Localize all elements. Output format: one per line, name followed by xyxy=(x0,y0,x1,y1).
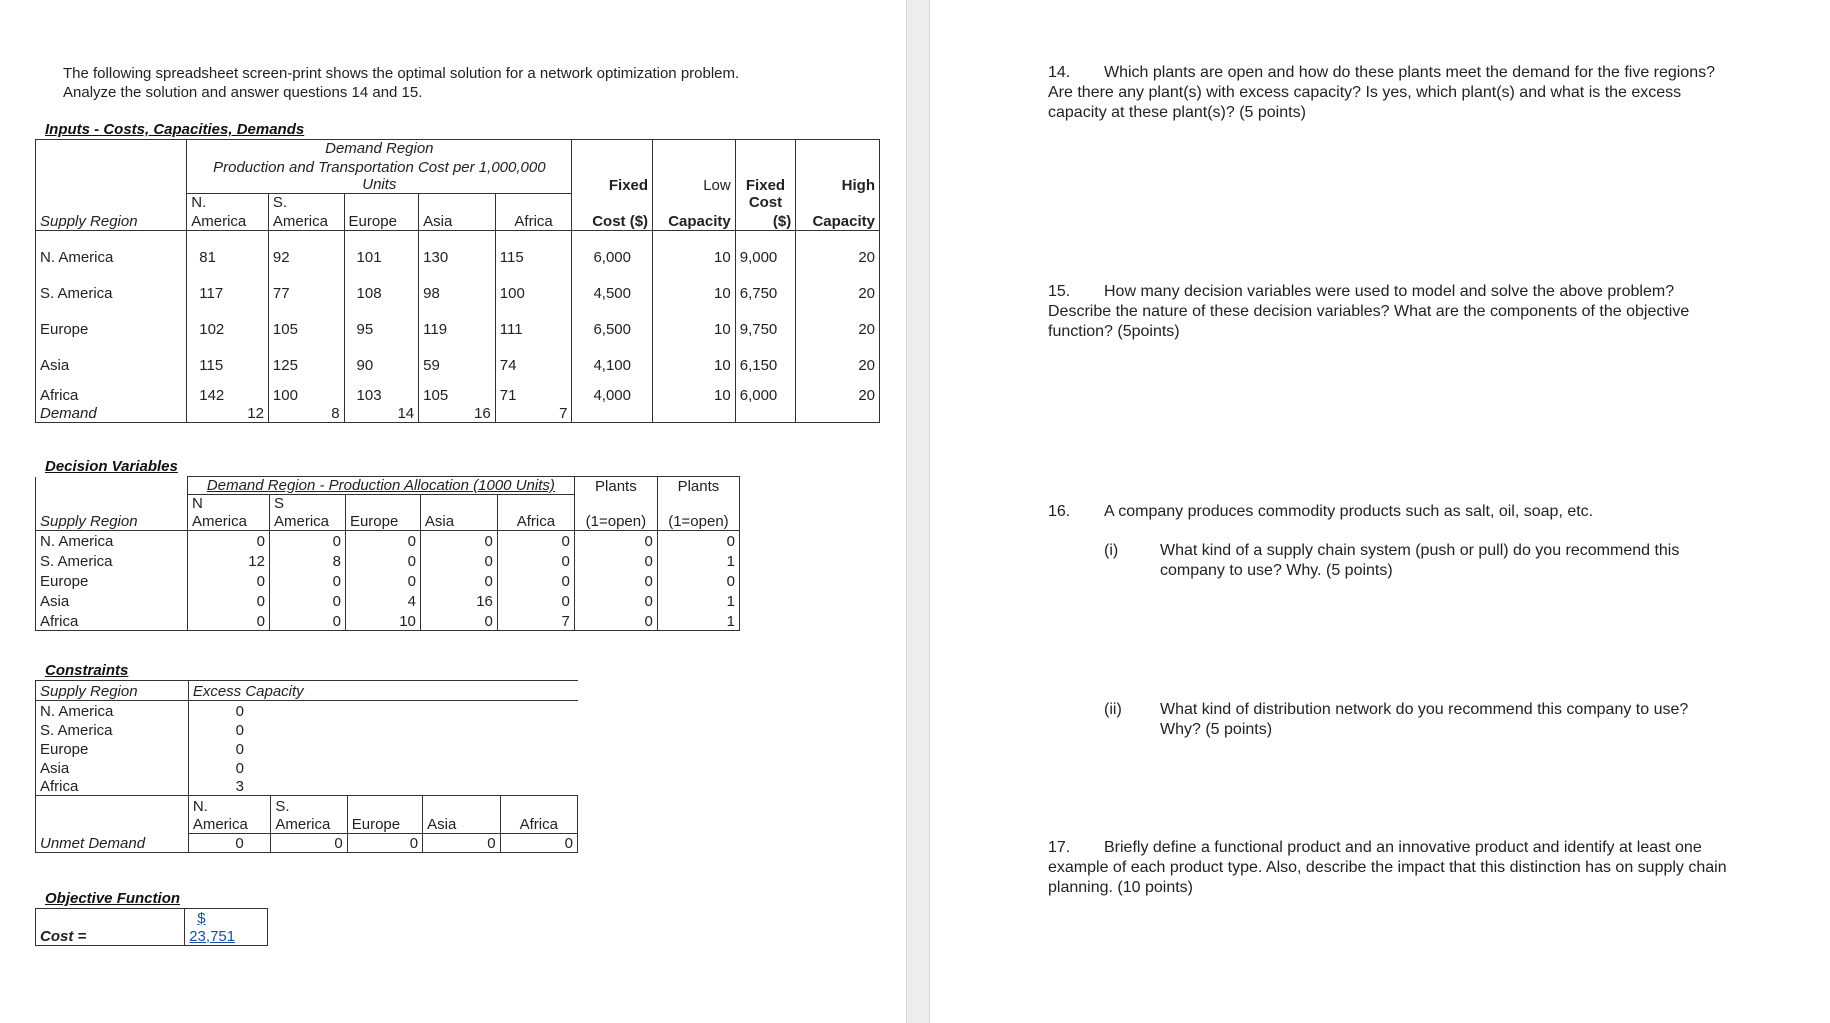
cost-cell: 130 xyxy=(419,230,496,266)
col-header-top xyxy=(347,796,422,815)
supply-region-label: Supply Region xyxy=(36,211,187,230)
alloc-cell: 0 xyxy=(497,590,574,610)
col-header-top: N. xyxy=(187,194,269,212)
alloc-cell: 0 xyxy=(420,530,497,550)
cost-cell: 119 xyxy=(419,302,496,338)
excess-cell: 3 xyxy=(188,777,271,796)
constraints-table xyxy=(35,680,578,853)
alloc-cell: 0 xyxy=(187,590,269,610)
question-text: Describe the nature of these decision variables? What are the components of the objective xyxy=(1048,303,1690,320)
row-label: S. America xyxy=(36,266,187,302)
alloc-cell: 12 xyxy=(187,550,269,570)
cost-cell: 105 xyxy=(419,374,496,404)
question-text: A company produces commodity products such as salt, oil, soap, etc. xyxy=(1104,503,1594,520)
fixed-cost2-header-bottom: ($) xyxy=(735,211,796,230)
fixed-cost2-cell: 9,750 xyxy=(735,302,796,338)
question-14 xyxy=(1048,63,1808,123)
plant-open-cell: 1 xyxy=(657,550,739,570)
intro-text xyxy=(63,64,843,102)
cost-cell: 59 xyxy=(419,338,496,374)
col-header-top xyxy=(423,796,500,815)
plants2-header-bottom: (1=open) xyxy=(657,512,739,530)
fixed-cost-cell: 4,500 xyxy=(572,266,653,302)
excess-cell: 0 xyxy=(235,702,244,720)
col-header-bottom: Africa xyxy=(500,815,577,834)
question-text: What kind of a supply chain system (push or pull) do you recommend this xyxy=(1160,542,1680,559)
col-header-bottom: Asia xyxy=(420,512,497,530)
unmet-cell: 0 xyxy=(423,834,500,853)
col-header-bottom: Africa xyxy=(495,211,572,230)
cost-cell: 125 xyxy=(268,338,344,374)
col-header-top xyxy=(500,796,577,815)
supply-region-label: Supply Region xyxy=(36,512,188,530)
fixed-cost-cell: 6,500 xyxy=(572,302,653,338)
question-text: capacity at these plant(s)? (5 points) xyxy=(1048,104,1306,121)
row-label: N. America xyxy=(36,530,188,550)
page-gutter xyxy=(906,0,930,1023)
unmet-demand-label: Unmet Demand xyxy=(36,834,189,853)
high-cap-cell: 20 xyxy=(858,387,875,404)
alloc-cell: 0 xyxy=(420,550,497,570)
alloc-cell: 0 xyxy=(187,610,269,630)
fixed-cost-cell: 6,000 xyxy=(572,230,653,266)
table-row xyxy=(36,302,880,338)
row-label: S. America xyxy=(36,550,188,570)
col-header-top: S xyxy=(269,495,345,513)
alloc-cell: 0 xyxy=(497,530,574,550)
alloc-cell: 0 xyxy=(497,550,574,570)
cost-cell: 77 xyxy=(268,266,344,302)
fixed-cost2-cell: 6,000 xyxy=(735,374,796,404)
table-row xyxy=(36,777,578,796)
col-header-bottom: America xyxy=(187,512,269,530)
cost-cell: 98 xyxy=(419,266,496,302)
row-label: Africa xyxy=(36,374,187,404)
cost-cell: 81 xyxy=(187,230,269,266)
high-cap-cell: 20 xyxy=(858,357,875,374)
table-row xyxy=(36,720,578,739)
row-label: Europe xyxy=(36,570,188,590)
cost-cell: 101 xyxy=(344,230,419,266)
demand-cell: 7 xyxy=(495,404,572,422)
low-cap-cell: 10 xyxy=(653,338,736,374)
col-header-bottom: America xyxy=(268,211,344,230)
plant-open-cell: 0 xyxy=(574,610,657,630)
table-row xyxy=(36,610,740,630)
objective-currency: $ xyxy=(185,909,268,927)
units-header: Units xyxy=(187,176,572,194)
plant-open-cell: 0 xyxy=(574,550,657,570)
objective-table xyxy=(35,908,268,946)
high-cap-header-top: High xyxy=(841,176,875,194)
low-cap-cell: 10 xyxy=(653,266,736,302)
row-label: Asia xyxy=(36,758,189,777)
plants1-header-top: Plants xyxy=(574,477,657,495)
row-label: S. America xyxy=(36,720,189,739)
sub-question-number: (ii) xyxy=(1104,701,1122,718)
row-label: Europe xyxy=(36,739,189,758)
row-label: Asia xyxy=(36,590,188,610)
col-header-bottom: Africa xyxy=(497,512,574,530)
cost-cell: 92 xyxy=(268,230,344,266)
demand-cell: 16 xyxy=(419,404,496,422)
alloc-cell: 0 xyxy=(269,570,345,590)
cost-cell: 103 xyxy=(344,374,419,404)
alloc-cell: 0 xyxy=(187,570,269,590)
plant-open-cell: 0 xyxy=(657,570,739,590)
question-text: How many decision variables were used to model and solve the above problem? xyxy=(1104,283,1675,300)
col-header-top: S. xyxy=(271,796,347,815)
question-17 xyxy=(1048,838,1808,898)
high-cap-cell: 20 xyxy=(858,321,875,338)
excess-capacity-label: Excess Capacity xyxy=(188,681,577,701)
left-page xyxy=(0,0,906,1023)
fixed-cost2-header-mid: Cost xyxy=(735,194,796,212)
col-header-bottom: America xyxy=(187,211,269,230)
col-header-bottom: Europe xyxy=(345,512,420,530)
intro-line-2: Analyze the solution and answer questions 14 and 15. xyxy=(63,84,423,101)
col-header-top xyxy=(345,495,420,513)
intro-line-1: The following spreadsheet screen-print shows the optimal solution for a network optimization problem. xyxy=(63,65,740,82)
alloc-cell: 0 xyxy=(420,610,497,630)
row-label: Europe xyxy=(36,302,187,338)
sub-question-number: (i) xyxy=(1104,542,1119,559)
row-label: N. America xyxy=(36,701,189,720)
low-cap-header-bottom: Capacity xyxy=(653,211,736,230)
cost-cell: 102 xyxy=(187,302,269,338)
plant-open-cell: 1 xyxy=(657,590,739,610)
alloc-cell: 7 xyxy=(497,610,574,630)
alloc-cell: 0 xyxy=(187,530,269,550)
table-row xyxy=(36,739,578,758)
question-16-i xyxy=(1104,541,1784,581)
cost-header: Production and Transportation Cost per 1,000,000 xyxy=(187,158,572,176)
alloc-cell: 0 xyxy=(269,590,345,610)
col-header-top xyxy=(495,194,572,212)
question-text: company to use? Why. (5 points) xyxy=(1160,562,1393,579)
alloc-cell: 0 xyxy=(345,570,420,590)
alloc-cell: 8 xyxy=(269,550,345,570)
table-row xyxy=(36,230,880,266)
col-header-bottom: Europe xyxy=(344,211,419,230)
plant-open-cell: 0 xyxy=(657,530,739,550)
unmet-cell: 0 xyxy=(188,834,271,853)
alloc-cell: 0 xyxy=(345,530,420,550)
question-text: planning. (10 points) xyxy=(1048,879,1193,896)
col-header-top xyxy=(344,194,419,212)
col-header-bottom: Asia xyxy=(423,815,500,834)
low-cap-cell: 10 xyxy=(653,302,736,338)
cost-cell: 95 xyxy=(344,302,419,338)
high-cap-header-bottom: Capacity xyxy=(796,211,880,230)
cost-cell: 71 xyxy=(495,374,572,404)
alloc-cell: 16 xyxy=(420,590,497,610)
fixed-cost-header-top: Fixed xyxy=(572,176,653,194)
plant-open-cell: 0 xyxy=(574,530,657,550)
question-number: 15. xyxy=(1048,283,1071,300)
col-header-bottom: America xyxy=(188,815,271,834)
alloc-cell: 0 xyxy=(269,530,345,550)
constraints-title: Constraints xyxy=(45,662,129,679)
question-text: What kind of distribution network do you recommend this company to use? xyxy=(1160,701,1689,718)
question-text: Briefly define a functional product and an innovative product and identify at least one xyxy=(1104,839,1702,856)
cost-cell: 90 xyxy=(344,338,419,374)
plant-open-cell: 1 xyxy=(657,610,739,630)
table-row xyxy=(36,374,880,404)
question-number: 14. xyxy=(1048,64,1071,81)
alloc-cell: 0 xyxy=(269,610,345,630)
unmet-cell: 0 xyxy=(500,834,577,853)
alloc-cell: 0 xyxy=(497,570,574,590)
table-row xyxy=(36,590,740,610)
demand-cell: 8 xyxy=(268,404,344,422)
row-label: Asia xyxy=(36,338,187,374)
question-15 xyxy=(1048,282,1808,342)
plants2-header-top: Plants xyxy=(657,477,739,495)
high-cap-cell: 20 xyxy=(858,285,875,302)
plant-open-cell: 0 xyxy=(574,570,657,590)
cost-cell: 108 xyxy=(344,266,419,302)
unmet-cell: 0 xyxy=(347,834,422,853)
table-row xyxy=(36,570,740,590)
col-header-bottom: Asia xyxy=(419,211,496,230)
excess-cell: 0 xyxy=(235,759,244,777)
row-label: N. America xyxy=(36,230,187,266)
inputs-title: Inputs - Costs, Capacities, Demands xyxy=(45,121,305,138)
fixed-cost-cell: 4,000 xyxy=(572,374,653,404)
col-header-bottom: Europe xyxy=(347,815,422,834)
cost-cell: 117 xyxy=(187,266,269,302)
fixed-cost-cell: 4,100 xyxy=(572,338,653,374)
question-number: 16. xyxy=(1048,503,1071,520)
alloc-cell: 0 xyxy=(345,550,420,570)
supply-region-label: Supply Region xyxy=(36,681,189,701)
fixed-cost2-header-top: Fixed xyxy=(735,176,796,194)
cost-cell: 74 xyxy=(495,338,572,374)
plant-open-cell: 0 xyxy=(574,590,657,610)
cost-label: Cost = xyxy=(36,927,185,946)
alloc-cell: 4 xyxy=(345,590,420,610)
col-header-top: S. xyxy=(268,194,344,212)
demand-region-header: Demand Region xyxy=(187,140,572,158)
demand-row xyxy=(36,404,880,422)
question-16 xyxy=(1048,502,1808,522)
col-header-top xyxy=(497,495,574,513)
objective-title: Objective Function xyxy=(45,890,181,907)
col-header-top xyxy=(420,495,497,513)
cost-cell: 100 xyxy=(268,374,344,404)
table-row xyxy=(36,338,880,374)
right-page xyxy=(930,0,1830,1023)
fixed-cost2-cell: 9,000 xyxy=(735,230,796,266)
question-text: Why? (5 points) xyxy=(1160,721,1273,738)
question-number: 17. xyxy=(1048,839,1071,856)
question-text: Are there any plant(s) with excess capacity? Is yes, which plant(s) and what is the excess xyxy=(1048,84,1682,101)
cost-cell: 142 xyxy=(187,374,269,404)
col-header-top: N xyxy=(187,495,269,513)
demand-cell: 12 xyxy=(187,404,269,422)
inputs-table xyxy=(35,139,880,423)
question-text: function? (5points) xyxy=(1048,323,1180,340)
row-label: Africa xyxy=(36,610,188,630)
unmet-demand-row xyxy=(36,834,578,853)
decision-title: Decision Variables xyxy=(45,458,178,475)
table-row xyxy=(36,758,578,777)
col-header-bottom: America xyxy=(271,815,347,834)
cost-cell: 105 xyxy=(268,302,344,338)
col-header-bottom: America xyxy=(269,512,345,530)
low-cap-cell: 10 xyxy=(653,230,736,266)
col-header-top xyxy=(419,194,496,212)
demand-label: Demand xyxy=(36,404,187,422)
fixed-cost-header-bottom: Cost ($) xyxy=(572,211,653,230)
cost-cell: 115 xyxy=(187,338,269,374)
allocation-header: Demand Region - Production Allocation (1000 Units) xyxy=(187,477,574,495)
plants1-header-bottom: (1=open) xyxy=(574,512,657,530)
question-text: example of each product type. Also, describe the impact that this distinction has on supply chain xyxy=(1048,859,1727,876)
table-row xyxy=(36,530,740,550)
table-row xyxy=(36,701,578,720)
decision-table xyxy=(35,476,740,631)
table-row xyxy=(36,266,880,302)
question-16-ii xyxy=(1104,700,1784,740)
excess-cell: 0 xyxy=(235,740,244,758)
high-cap-cell: 20 xyxy=(858,249,875,266)
col-header-top: N. xyxy=(188,796,271,815)
table-row xyxy=(36,550,740,570)
question-text: Which plants are open and how do these plants meet the demand for the five regions? xyxy=(1104,64,1716,81)
objective-value: 23,751 xyxy=(185,927,268,946)
demand-cell: 14 xyxy=(344,404,419,422)
cost-cell: 115 xyxy=(495,230,572,266)
cost-cell: 100 xyxy=(495,266,572,302)
alloc-cell: 10 xyxy=(345,610,420,630)
low-cap-cell: 10 xyxy=(653,374,736,404)
alloc-cell: 0 xyxy=(420,570,497,590)
excess-cell: 0 xyxy=(235,721,244,739)
cost-cell: 111 xyxy=(495,302,572,338)
row-label: Africa xyxy=(36,777,189,796)
fixed-cost2-cell: 6,750 xyxy=(735,266,796,302)
fixed-cost2-cell: 6,150 xyxy=(735,338,796,374)
unmet-cell: 0 xyxy=(271,834,347,853)
low-cap-header-top: Low xyxy=(653,176,736,194)
